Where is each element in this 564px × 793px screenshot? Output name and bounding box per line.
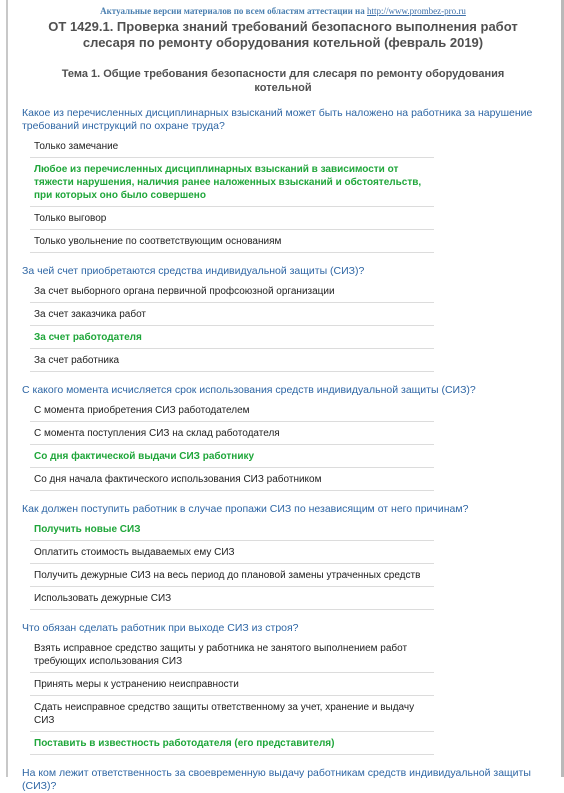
- answer-option: Оплатить стоимость выдаваемых ему СИЗ: [30, 541, 434, 564]
- banner-text: Актуальные версии материалов по всем областям аттестации на: [100, 6, 365, 16]
- document-page: [22, 6, 544, 793]
- topic-title: Тема 1. Общие требования безопасности для слесаря по ремонту оборудования котельной: [61, 68, 505, 94]
- answer-option: Только увольнение по соответствующим основаниям: [30, 230, 434, 253]
- question-text: На ком лежит ответственность за своевременную выдачу работникам средств индивидуальной защиты (СИЗ)?: [22, 767, 531, 792]
- answer-option: С момента приобретения СИЗ работодателем: [30, 399, 434, 422]
- question-text: Что обязан сделать работник при выходе СИЗ из строя?: [22, 622, 299, 634]
- answer-list: [30, 518, 434, 610]
- answer-option: За счет заказчика работ: [30, 303, 434, 326]
- answer-list: [30, 280, 434, 372]
- question-text: За чей счет приобретаются средства индивидуальной защиты (СИЗ)?: [22, 265, 365, 277]
- document-title: ОТ 1429.1. Проверка знаний требований безопасного выполнения работ слесаря по ремонту оборудования котельной (февраль 2019): [48, 19, 518, 50]
- answer-list: [30, 135, 434, 253]
- answer-option: Только выговор: [30, 207, 434, 230]
- correct-answer: Любое из перечисленных дисциплинарных взысканий в зависимости от тяжести нарушения, наличия ранее наложенных взысканий и обстоятельств, при которых оно было совершено: [30, 158, 434, 207]
- answer-option: С момента поступления СИЗ на склад работодателя: [30, 422, 434, 445]
- answer-option: Со дня начала фактического использования СИЗ работником: [30, 468, 434, 491]
- answer-option: За счет работника: [30, 349, 434, 372]
- answer-list: [30, 637, 434, 755]
- question-text: Как должен поступить работник в случае пропажи СИЗ по независящим от него причинам?: [22, 503, 469, 515]
- answer-option: Получить дежурные СИЗ на весь период до плановой замены утраченных средств: [30, 564, 434, 587]
- answer-option: Сдать неисправное средство защиты ответственному за учет, хранение и выдачу СИЗ: [30, 696, 434, 732]
- question-text: С какого момента исчисляется срок использования средств индивидуальной защиты (СИЗ)?: [22, 384, 476, 396]
- question-text: Какое из перечисленных дисциплинарных взысканий может быть наложено на работника за нарушение требований инструкций по охране труда?: [22, 107, 533, 132]
- answer-option: Принять меры к устранению неисправности: [30, 673, 434, 696]
- correct-answer: Со дня фактической выдачи СИЗ работнику: [30, 445, 434, 468]
- answer-option: За счет выборного органа первичной профсоюзной организации: [30, 280, 434, 303]
- answer-option: Использовать дежурные СИЗ: [30, 587, 434, 610]
- answer-option: Только замечание: [30, 135, 434, 158]
- page-edge-left: [6, 0, 8, 777]
- top-banner: [22, 6, 544, 16]
- answer-list: [30, 399, 434, 491]
- answer-option: Взять исправное средство защиты у работника не занятого выполнением работ требующих использования СИЗ: [30, 637, 434, 673]
- question-list: [22, 107, 544, 793]
- correct-answer: За счет работодателя: [30, 326, 434, 349]
- correct-answer: Поставить в известность работодателя (его представителя): [30, 732, 434, 755]
- correct-answer: Получить новые СИЗ: [30, 518, 434, 541]
- banner-link[interactable]: http://www.prombez-pro.ru: [366, 6, 466, 16]
